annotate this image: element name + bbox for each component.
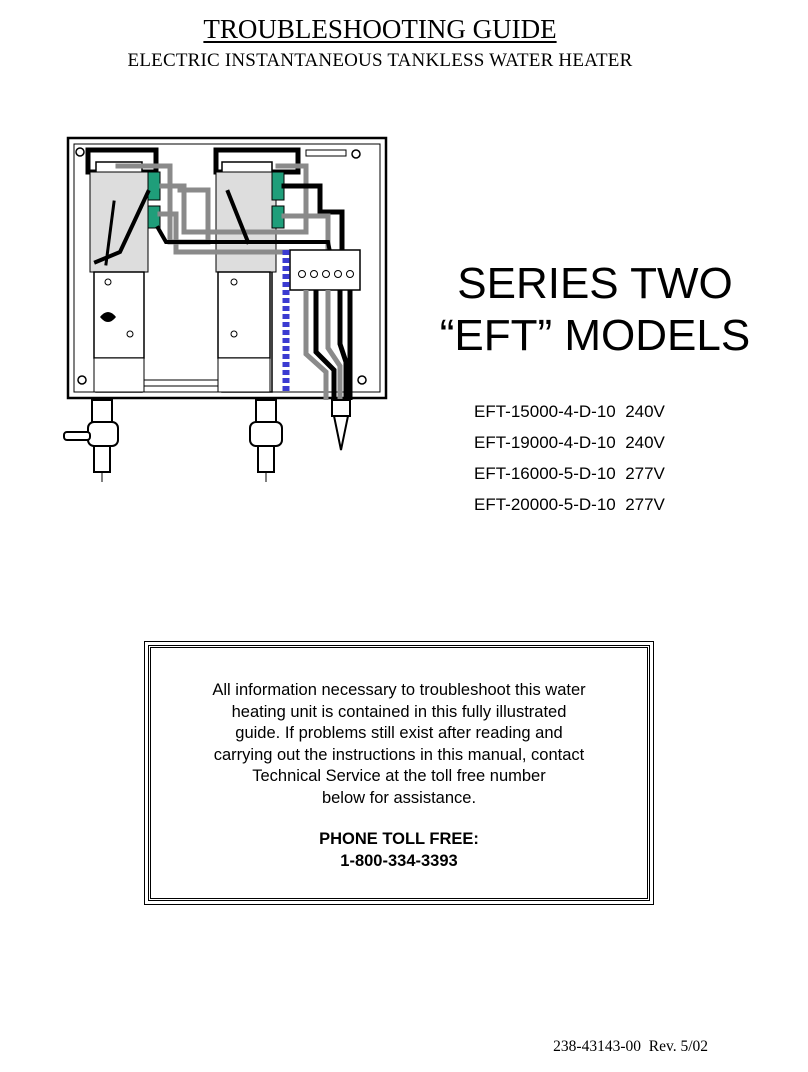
notice-text [151, 680, 647, 809]
model-code: EFT-15000-4-D-10 [474, 402, 616, 421]
model-voltage: 277V [625, 495, 665, 514]
model-code: EFT-19000-4-D-10 [474, 433, 616, 452]
page-title: TROUBLESHOOTING GUIDE [203, 14, 557, 44]
heater-wiring-diagram [58, 132, 398, 492]
notice-box [148, 645, 650, 901]
notice-line: All information necessary to troubleshoot this water [212, 681, 586, 699]
model-row [474, 489, 665, 520]
model-voltage: 240V [625, 402, 665, 421]
phone-label: PHONE TOLL FREE: [319, 830, 479, 848]
model-row [474, 458, 665, 489]
cable-connector [332, 400, 350, 450]
series-heading [430, 258, 760, 310]
water-fitting-right [250, 400, 282, 482]
phone-number[interactable]: 1-800-334-3393 [340, 851, 458, 870]
model-list [474, 396, 665, 520]
model-code: EFT-16000-5-D-10 [474, 464, 616, 483]
model-voltage: 277V [625, 464, 665, 483]
notice-line: heating unit is contained in this fully illustrated [231, 702, 567, 721]
notice-line: carrying out the instructions in this manual, contact [213, 745, 585, 764]
page-subtitle: ELECTRIC INSTANTANEOUS TANKLESS WATER HEATER [127, 50, 633, 71]
notice-line: Technical Service at the toll free number [252, 767, 546, 785]
water-fitting-left [64, 400, 118, 482]
model-voltage: 240V [625, 433, 665, 452]
model-row [474, 427, 665, 458]
document-number: 238-43143-00 Rev. 5/02 [553, 1038, 708, 1055]
phone-block [151, 829, 647, 872]
series-line-1: SERIES TWO [457, 259, 733, 308]
series-line-2: “EFT” MODELS [439, 311, 751, 360]
notice-line: guide. If problems still exist after reading and [235, 724, 563, 742]
notice-line: below for assistance. [321, 788, 477, 807]
model-row [474, 396, 665, 427]
model-code: EFT-20000-5-D-10 [474, 495, 616, 514]
models-heading [430, 310, 760, 362]
terminal-block [290, 250, 360, 290]
